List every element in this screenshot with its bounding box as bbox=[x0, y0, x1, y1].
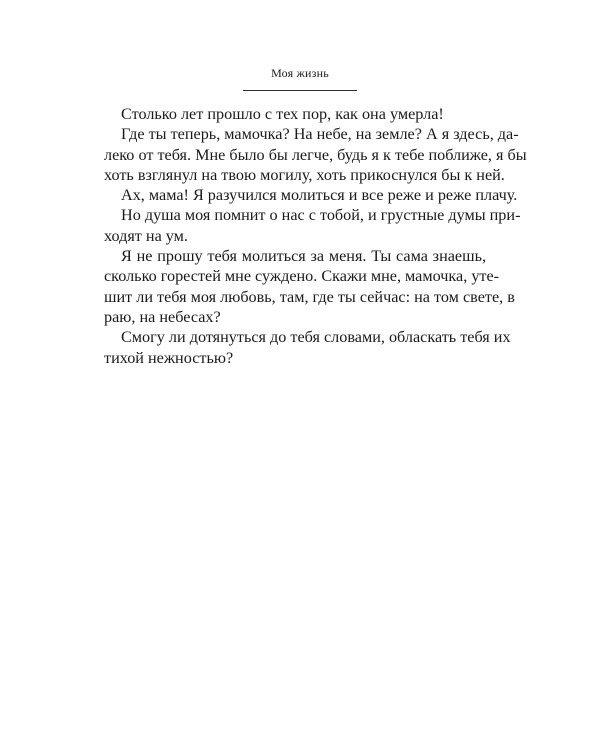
text-line: леко от тебя. Мне было бы легче, будь я к тебе поближе, я бы bbox=[104, 145, 527, 164]
text-line: Где ты теперь, мамочка? На небе, на земле? А я здесь, да- bbox=[121, 125, 519, 144]
running-head: Моя жизнь bbox=[271, 66, 329, 80]
text-line: Столько лет прошло с тех пор, как она умерла! bbox=[121, 105, 444, 123]
text-line: раю, на небесах? bbox=[104, 307, 221, 326]
text-line: Смогу ли дотянуться до тебя словами, обласкать тебя их bbox=[121, 328, 511, 347]
paragraph-5 bbox=[104, 246, 515, 327]
text-line: Ах, мама! Я разучился молиться и все реже и реже плачу. bbox=[121, 186, 518, 205]
text-line: хоть взглянул на твою могилу, хоть прикоснулся бы к ней. bbox=[104, 165, 505, 184]
paragraph-1 bbox=[104, 104, 486, 124]
paragraph-4 bbox=[104, 205, 521, 246]
running-head-rule bbox=[243, 90, 357, 91]
paragraph-2 bbox=[104, 124, 527, 185]
body-text bbox=[104, 104, 527, 368]
text-line: Я не прошу тебя молиться за меня. Ты сама знаешь, bbox=[121, 247, 486, 266]
text-line: шит ли тебя моя любовь, там, где ты сейчас: на том свете, в bbox=[104, 287, 515, 306]
text-line: ходят на ум. bbox=[104, 226, 188, 245]
paragraph-6 bbox=[104, 327, 511, 368]
text-line: тихой нежностью? bbox=[104, 348, 234, 367]
text-line: сколько горестей мне суждено. Скажи мне, мамочка, уте- bbox=[104, 267, 500, 286]
paragraph-3 bbox=[104, 185, 518, 205]
text-line: Но душа моя помнит о нас с тобой, и грустные думы при- bbox=[121, 206, 521, 225]
